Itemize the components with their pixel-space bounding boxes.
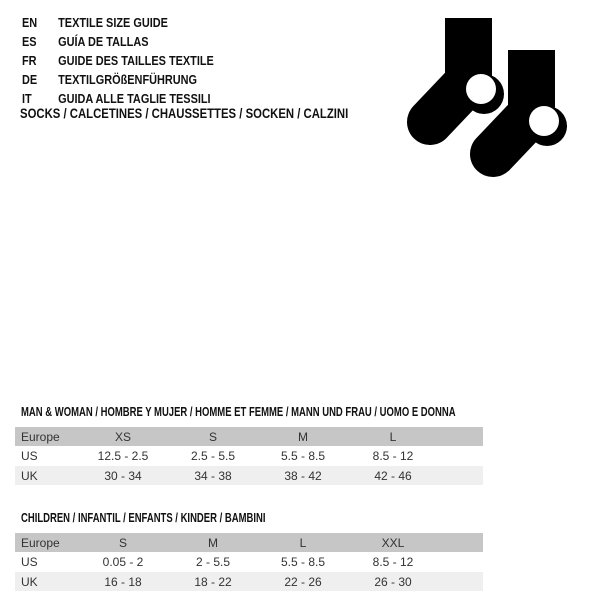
table-row-uk bbox=[15, 572, 483, 591]
size-column-header: XS bbox=[114, 429, 131, 444]
size-column-header: XXL bbox=[381, 535, 405, 550]
spacer-cell bbox=[438, 572, 483, 591]
spacer-cell bbox=[438, 533, 483, 552]
size-value-cell: 5.5 - 8.5 bbox=[280, 449, 326, 463]
table-header-row bbox=[15, 427, 483, 446]
language-label: GUÍA DE TALLAS bbox=[58, 34, 149, 49]
language-row bbox=[22, 13, 214, 32]
language-label: TEXTILGRÖßENFÜHRUNG bbox=[58, 72, 198, 87]
size-value-cell: 42 - 46 bbox=[374, 468, 412, 483]
man-woman-size-table bbox=[15, 427, 483, 485]
man-woman-table-title: MAN & WOMAN / HOMBRE Y MUJER / HOMME ET FEMME / MANN UND FRAU / UOMO E DONNA bbox=[21, 404, 456, 419]
region-label-cell: UK bbox=[21, 468, 38, 483]
size-column-header: S bbox=[208, 429, 217, 444]
size-value-cell: 38 - 42 bbox=[284, 468, 322, 483]
language-row bbox=[22, 51, 214, 70]
size-value-cell: 34 - 38 bbox=[194, 468, 232, 483]
language-code: IT bbox=[22, 91, 32, 106]
language-list bbox=[22, 13, 250, 108]
table-row-us bbox=[15, 446, 483, 466]
size-value-cell: 0.05 - 2 bbox=[102, 555, 144, 569]
sock-back bbox=[430, 18, 504, 122]
size-value-cell: 5.5 - 8.5 bbox=[280, 555, 326, 569]
language-code: EN bbox=[22, 15, 38, 30]
size-value-cell: 8.5 - 12 bbox=[372, 449, 414, 463]
size-column-header: S bbox=[118, 535, 127, 550]
region-column-header: Europe bbox=[21, 535, 60, 550]
children-size-table bbox=[15, 533, 483, 591]
size-column-header: L bbox=[389, 429, 397, 444]
table-row-uk bbox=[15, 466, 483, 485]
socks-icon bbox=[400, 10, 570, 185]
spacer-cell bbox=[438, 427, 483, 446]
size-value-cell: 26 - 30 bbox=[374, 574, 412, 589]
language-code: DE bbox=[22, 72, 38, 87]
size-value-cell: 18 - 22 bbox=[194, 574, 232, 589]
language-code: ES bbox=[22, 34, 37, 49]
size-column-header: L bbox=[299, 535, 307, 550]
category-title: SOCKS / CALCETINES / CHAUSSETTES / SOCKEN / CALZINI bbox=[20, 106, 349, 121]
language-code: FR bbox=[22, 53, 37, 68]
spacer-cell bbox=[438, 466, 483, 485]
language-label: GUIDE DES TAILLES TEXTILE bbox=[58, 53, 214, 68]
table-row-us bbox=[15, 552, 483, 572]
sock-front bbox=[493, 50, 567, 154]
language-row bbox=[22, 70, 214, 89]
man-woman-section bbox=[0, 404, 600, 485]
size-value-cell: 2.5 - 5.5 bbox=[190, 449, 236, 463]
region-label-cell: US bbox=[21, 555, 38, 569]
size-column-header: M bbox=[208, 535, 218, 550]
region-label-cell: UK bbox=[21, 574, 38, 589]
size-value-cell: 22 - 26 bbox=[284, 574, 322, 589]
language-label: TEXTILE SIZE GUIDE bbox=[58, 15, 168, 30]
spacer-cell bbox=[438, 552, 483, 572]
children-section bbox=[0, 510, 600, 591]
size-value-cell: 8.5 - 12 bbox=[372, 555, 414, 569]
children-table-title: CHILDREN / INFANTIL / ENFANTS / KINDER / BAMBINI bbox=[21, 510, 266, 525]
language-row bbox=[22, 32, 214, 51]
size-value-cell: 12.5 - 2.5 bbox=[97, 449, 149, 463]
table-header-row bbox=[15, 533, 483, 552]
region-column-header: Europe bbox=[21, 429, 60, 444]
size-value-cell: 2 - 5.5 bbox=[195, 555, 231, 569]
region-label-cell: US bbox=[21, 449, 38, 463]
size-value-cell: 16 - 18 bbox=[104, 574, 142, 589]
size-column-header: M bbox=[298, 429, 308, 444]
size-value-cell: 30 - 34 bbox=[104, 468, 142, 483]
spacer-cell bbox=[438, 446, 483, 466]
language-label: GUIDA ALLE TAGLIE TESSILI bbox=[58, 91, 211, 106]
